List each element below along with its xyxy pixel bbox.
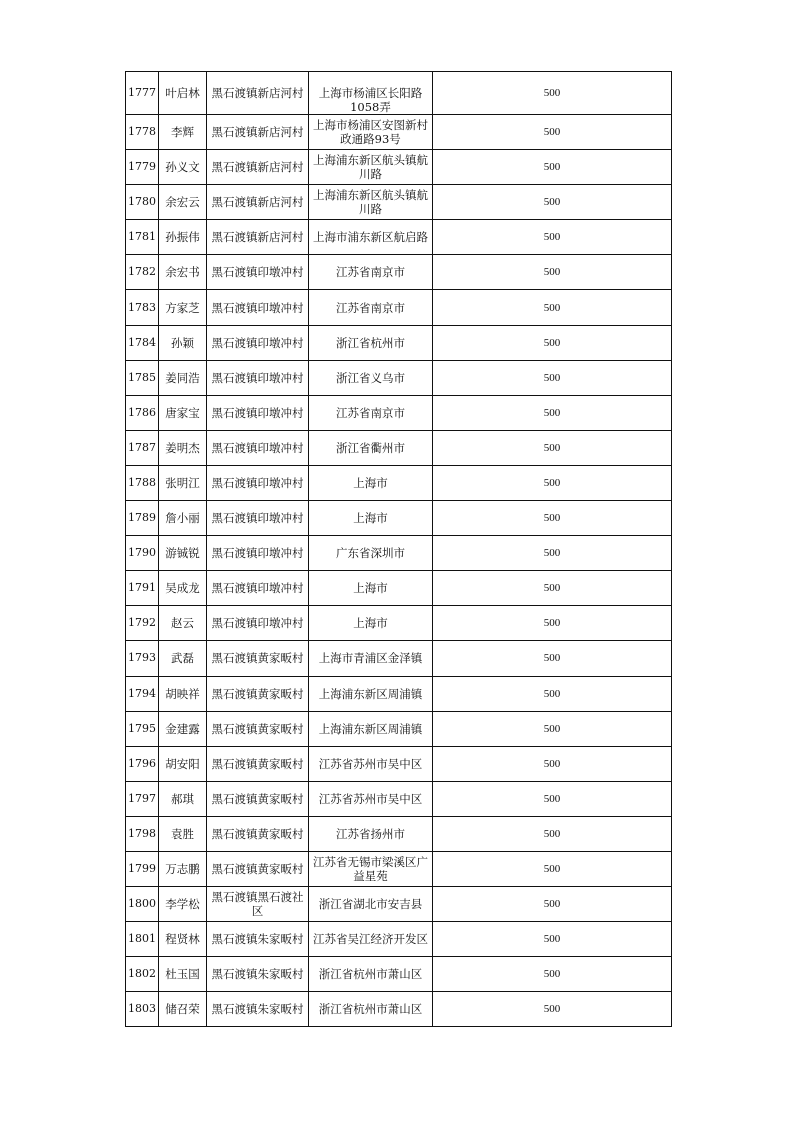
amount: 500: [433, 781, 672, 816]
work-address: 浙江省湖北市安吉县: [309, 887, 433, 922]
row-number: 1801: [126, 922, 159, 957]
amount: 500: [433, 711, 672, 746]
amount: 500: [433, 536, 672, 571]
work-address: 上海市浦东新区航启路: [309, 220, 433, 255]
row-number: 1777: [126, 72, 159, 115]
amount: 500: [433, 115, 672, 150]
work-address: 上海市杨浦区长阳路1058弄: [309, 72, 433, 115]
row-number: 1797: [126, 781, 159, 816]
person-name: 储召荣: [159, 992, 207, 1027]
person-name: 吴成龙: [159, 571, 207, 606]
village: 黑石渡镇印墩冲村: [207, 360, 309, 395]
amount: 500: [433, 501, 672, 536]
person-name: 唐家宝: [159, 395, 207, 430]
amount: 500: [433, 641, 672, 676]
amount: 500: [433, 746, 672, 781]
village: 黑石渡镇黄家畈村: [207, 816, 309, 851]
amount: 500: [433, 360, 672, 395]
row-number: 1786: [126, 395, 159, 430]
amount: 500: [433, 255, 672, 290]
village: 黑石渡镇朱家畈村: [207, 922, 309, 957]
row-number: 1800: [126, 887, 159, 922]
row-number: 1795: [126, 711, 159, 746]
row-number: 1778: [126, 115, 159, 150]
row-number: 1791: [126, 571, 159, 606]
person-name: 余宏云: [159, 185, 207, 220]
village: 黑石渡镇黄家畈村: [207, 711, 309, 746]
table-row: [126, 992, 672, 1027]
person-name: 万志鹏: [159, 851, 207, 886]
row-number: 1782: [126, 255, 159, 290]
row-number: 1788: [126, 465, 159, 500]
amount: 500: [433, 571, 672, 606]
row-number: 1789: [126, 501, 159, 536]
work-address: 江苏省苏州市吴中区: [309, 781, 433, 816]
table-row: [126, 887, 672, 922]
person-name: 李学松: [159, 887, 207, 922]
work-address: 浙江省杭州市: [309, 325, 433, 360]
work-address: 广东省深圳市: [309, 536, 433, 571]
work-address: 上海浦东新区周浦镇: [309, 676, 433, 711]
work-address: 上海市杨浦区安图新村政通路93号: [309, 115, 433, 150]
amount: 500: [433, 957, 672, 992]
person-name: 程贤林: [159, 922, 207, 957]
village: 黑石渡镇印墩冲村: [207, 255, 309, 290]
village: 黑石渡镇印墩冲村: [207, 536, 309, 571]
amount: 500: [433, 430, 672, 465]
table-row: [126, 501, 672, 536]
work-address: 浙江省杭州市萧山区: [309, 992, 433, 1027]
person-name: 詹小丽: [159, 501, 207, 536]
table-row: [126, 220, 672, 255]
person-name: 叶启林: [159, 72, 207, 115]
row-number: 1781: [126, 220, 159, 255]
amount: 500: [433, 851, 672, 886]
amount: 500: [433, 290, 672, 325]
person-name: 余宏书: [159, 255, 207, 290]
subsidy-roster-table: [125, 71, 672, 1027]
amount: 500: [433, 922, 672, 957]
amount: 500: [433, 72, 672, 115]
roster-body: [126, 72, 672, 1027]
table-row: [126, 676, 672, 711]
person-name: 金建露: [159, 711, 207, 746]
table-row: [126, 115, 672, 150]
amount: 500: [433, 185, 672, 220]
table-row: [126, 360, 672, 395]
row-number: 1785: [126, 360, 159, 395]
work-address: 浙江省衢州市: [309, 430, 433, 465]
work-address: 江苏省南京市: [309, 395, 433, 430]
row-number: 1794: [126, 676, 159, 711]
work-address: 浙江省杭州市萧山区: [309, 957, 433, 992]
row-number: 1803: [126, 992, 159, 1027]
village: 黑石渡镇印墩冲村: [207, 501, 309, 536]
village: 黑石渡镇黄家畈村: [207, 781, 309, 816]
person-name: 胡安阳: [159, 746, 207, 781]
village: 黑石渡镇新店河村: [207, 185, 309, 220]
amount: 500: [433, 606, 672, 641]
person-name: 赵云: [159, 606, 207, 641]
table-row: [126, 957, 672, 992]
work-address: 江苏省南京市: [309, 290, 433, 325]
table-row: [126, 72, 672, 115]
table-row: [126, 150, 672, 185]
row-number: 1790: [126, 536, 159, 571]
village: 黑石渡镇新店河村: [207, 150, 309, 185]
table-row: [126, 781, 672, 816]
table-row: [126, 711, 672, 746]
village: 黑石渡镇新店河村: [207, 72, 309, 115]
person-name: 李辉: [159, 115, 207, 150]
village: 黑石渡镇新店河村: [207, 220, 309, 255]
work-address: 江苏省南京市: [309, 255, 433, 290]
village: 黑石渡镇新店河村: [207, 115, 309, 150]
amount: 500: [433, 887, 672, 922]
village: 黑石渡镇朱家畈村: [207, 957, 309, 992]
person-name: 姜同浩: [159, 360, 207, 395]
amount: 500: [433, 395, 672, 430]
table-row: [126, 641, 672, 676]
row-number: 1793: [126, 641, 159, 676]
village: 黑石渡镇黄家畈村: [207, 641, 309, 676]
village: 黑石渡镇印墩冲村: [207, 571, 309, 606]
row-number: 1802: [126, 957, 159, 992]
row-number: 1799: [126, 851, 159, 886]
village: 黑石渡镇印墩冲村: [207, 395, 309, 430]
village: 黑石渡镇黄家畈村: [207, 746, 309, 781]
table-row: [126, 255, 672, 290]
table-row: [126, 395, 672, 430]
row-number: 1798: [126, 816, 159, 851]
table-row: [126, 816, 672, 851]
village: 黑石渡镇朱家畈村: [207, 992, 309, 1027]
amount: 500: [433, 465, 672, 500]
person-name: 姜明杰: [159, 430, 207, 465]
row-number: 1780: [126, 185, 159, 220]
table-row: [126, 325, 672, 360]
person-name: 孙振伟: [159, 220, 207, 255]
row-number: 1796: [126, 746, 159, 781]
amount: 500: [433, 816, 672, 851]
amount: 500: [433, 150, 672, 185]
amount: 500: [433, 220, 672, 255]
table-row: [126, 922, 672, 957]
village: 黑石渡镇黄家畈村: [207, 676, 309, 711]
amount: 500: [433, 992, 672, 1027]
row-number: 1779: [126, 150, 159, 185]
work-address: 上海市: [309, 501, 433, 536]
work-address: 上海市: [309, 571, 433, 606]
village: 黑石渡镇印墩冲村: [207, 465, 309, 500]
person-name: 郝琪: [159, 781, 207, 816]
work-address: 上海浦东新区航头镇航川路: [309, 150, 433, 185]
table-row: [126, 606, 672, 641]
work-address: 上海浦东新区周浦镇: [309, 711, 433, 746]
person-name: 孙颖: [159, 325, 207, 360]
amount: 500: [433, 325, 672, 360]
row-number: 1787: [126, 430, 159, 465]
village: 黑石渡镇印墩冲村: [207, 606, 309, 641]
person-name: 孙义文: [159, 150, 207, 185]
work-address: 上海浦东新区航头镇航川路: [309, 185, 433, 220]
work-address: 江苏省吴江经济开发区: [309, 922, 433, 957]
person-name: 游铖锐: [159, 536, 207, 571]
person-name: 方家芝: [159, 290, 207, 325]
person-name: 袁胜: [159, 816, 207, 851]
work-address: 上海市: [309, 465, 433, 500]
work-address: 浙江省义乌市: [309, 360, 433, 395]
village: 黑石渡镇黄家畈村: [207, 851, 309, 886]
person-name: 胡映祥: [159, 676, 207, 711]
table-row: [126, 851, 672, 886]
work-address: 上海市: [309, 606, 433, 641]
work-address: 江苏省无锡市梁溪区广益星苑: [309, 851, 433, 886]
work-address: 江苏省苏州市吴中区: [309, 746, 433, 781]
row-number: 1784: [126, 325, 159, 360]
person-name: 武磊: [159, 641, 207, 676]
table-row: [126, 290, 672, 325]
person-name: 杜玉国: [159, 957, 207, 992]
row-number: 1792: [126, 606, 159, 641]
amount: 500: [433, 676, 672, 711]
table-row: [126, 536, 672, 571]
table-row: [126, 571, 672, 606]
table-row: [126, 465, 672, 500]
row-number: 1783: [126, 290, 159, 325]
table-row: [126, 185, 672, 220]
person-name: 张明江: [159, 465, 207, 500]
work-address: 江苏省扬州市: [309, 816, 433, 851]
village: 黑石渡镇印墩冲村: [207, 290, 309, 325]
village: 黑石渡镇印墩冲村: [207, 430, 309, 465]
table-row: [126, 430, 672, 465]
work-address: 上海市青浦区金泽镇: [309, 641, 433, 676]
village: 黑石渡镇黑石渡社区: [207, 887, 309, 922]
table-row: [126, 746, 672, 781]
village: 黑石渡镇印墩冲村: [207, 325, 309, 360]
